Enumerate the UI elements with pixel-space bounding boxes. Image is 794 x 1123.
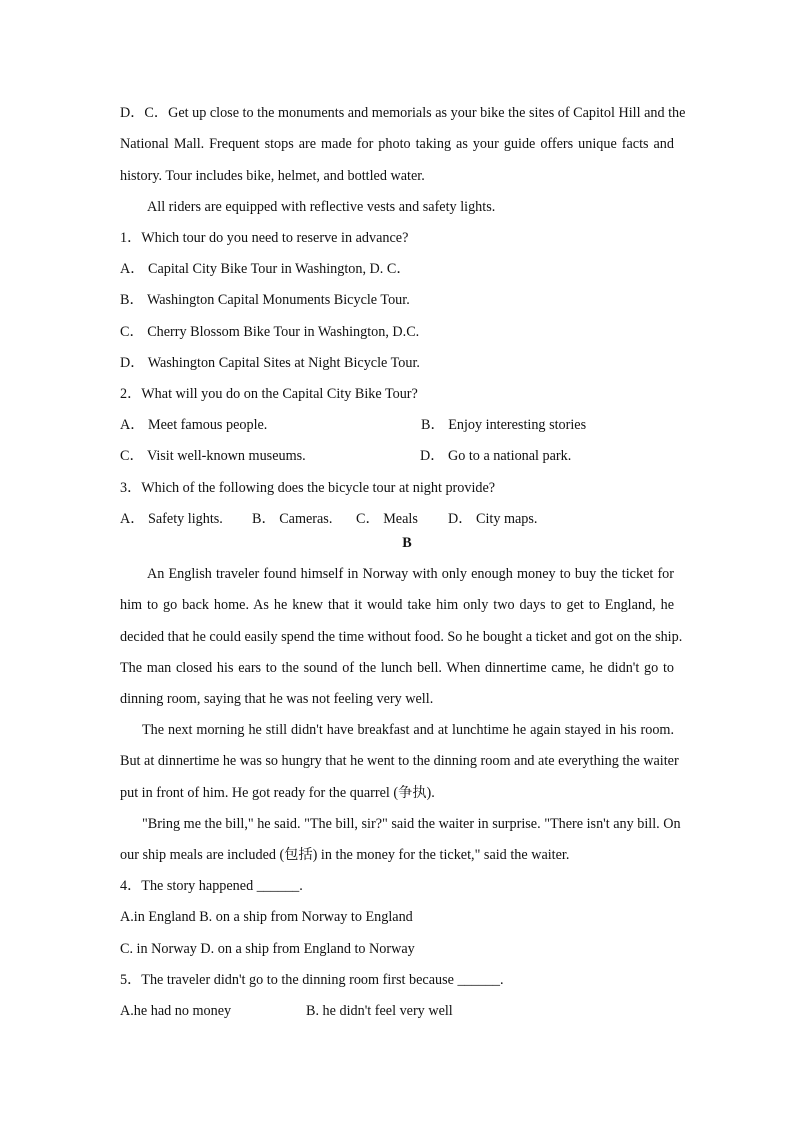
- question-2-option-c: C． Visit well-known museums.: [120, 448, 306, 464]
- question-1-option-d: D． Washington Capital Sites at Night Bicycle Tour.: [120, 355, 420, 371]
- question-1-stem: 1．Which tour do you need to reserve in advance?: [120, 230, 409, 246]
- question-2-option-a: A． Meet famous people.: [120, 417, 268, 433]
- passage-a-line: All riders are equipped with reflective vests and safety lights.: [147, 199, 496, 215]
- passage-b-line: An English traveler found himself in Norway with only enough money to buy the ticket for: [147, 566, 674, 582]
- question-1-option-a: A． Capital City Bike Tour in Washington, D. C．: [120, 261, 411, 277]
- question-5-stem: 5．The traveler didn't go to the dinning room first because ______.: [120, 972, 504, 988]
- question-3-option-c: C． Meals: [356, 511, 418, 527]
- question-1-option-c: C． Cherry Blossom Bike Tour in Washington, D.C.: [120, 324, 420, 340]
- passage-b-line: dinning room, saying that he was not feeling very well.: [120, 691, 434, 707]
- passage-b-line: him to go back home. As he knew that it would take him only two days to get to England, he: [120, 597, 674, 613]
- passage-a-line: D．C．Get up close to the monuments and memorials as your bike the sites of Capitol Hill and the: [120, 105, 686, 121]
- question-2-stem: 2．What will you do on the Capital City Bike Tour?: [120, 386, 418, 402]
- question-3-option-b: B． Cameras.: [252, 511, 333, 527]
- passage-b-line: put in front of him. He got ready for the quarrel (争执).: [120, 785, 435, 801]
- question-4-stem: 4．The story happened ______.: [120, 878, 303, 894]
- question-5-option-a: A.he had no money: [120, 1003, 232, 1019]
- question-4-options-row-2: C. in Norway D. on a ship from England to Norway: [120, 941, 415, 957]
- passage-b-line: The next morning he still didn't have breakfast and at lunchtime he again stayed in his room.: [142, 722, 674, 738]
- passage-a-line: history. Tour includes bike, helmet, and bottled water.: [120, 168, 425, 184]
- passage-b-line: But at dinnertime he was so hungry that he went to the dinning room and ate everything the waiter: [120, 753, 679, 769]
- question-3-stem: 3．Which of the following does the bicycle tour at night provide?: [120, 480, 496, 496]
- passage-b-line: decided that he could easily spend the time without food. So he bought a ticket and got on the ship.: [120, 629, 683, 645]
- question-1-option-b: B． Washington Capital Monuments Bicycle Tour.: [120, 292, 410, 308]
- passage-b-line: "Bring me the bill," he said. "The bill, sir?" said the waiter in surprise. "There isn't any bill. On: [142, 816, 681, 832]
- question-2-option-b: B． Enjoy interesting stories: [421, 417, 587, 433]
- question-3-option-d: D． City maps.: [448, 511, 538, 527]
- passage-b-line: The man closed his ears to the sound of the lunch bell. When dinnertime came, he didn't go to: [120, 660, 674, 676]
- section-b-heading: B: [402, 535, 412, 551]
- question-5-option-b: B. he didn't feel very well: [306, 1003, 453, 1019]
- passage-b-line: our ship meals are included (包括) in the money for the ticket," said the waiter.: [120, 847, 570, 863]
- question-3-option-a: A． Safety lights.: [120, 511, 223, 527]
- question-4-options-row-1: A.in England B. on a ship from Norway to England: [120, 909, 413, 925]
- question-2-option-d: D． Go to a national park.: [420, 448, 572, 464]
- passage-a-line: National Mall. Frequent stops are made for photo taking as your guide offers unique facts and: [120, 136, 674, 152]
